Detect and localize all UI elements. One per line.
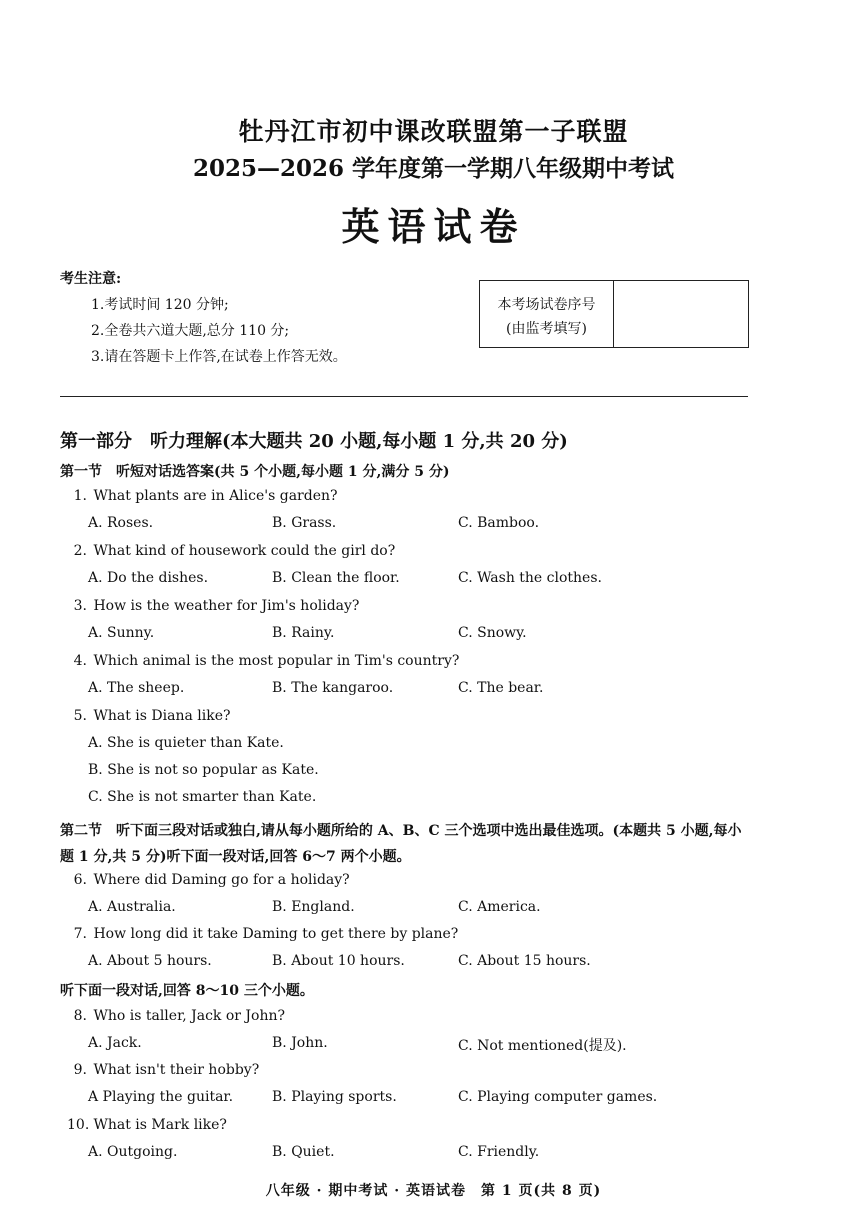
option-a[interactable]: A. Do the dishes. [88,570,209,586]
option-c[interactable]: C. Bamboo. [458,515,540,531]
option-b[interactable]: B. Quiet. [272,1144,335,1160]
question-number: 8. [73,1008,87,1024]
question-number: 2. [73,543,87,559]
option-c[interactable]: C. About 15 hours. [458,953,591,969]
question-number: 10. [67,1117,90,1133]
question-text: How long did it take Daming to get there by plane? [93,926,459,942]
seat-label-line2: (由监考填写) [506,321,587,337]
option-b[interactable]: B. John. [272,1035,328,1051]
question-number: 4. [73,653,87,669]
question-7 [67,926,458,942]
option-c[interactable]: C. Snowy. [458,625,527,641]
section2-heading: 第二节 听下面三段对话或独白,请从每小题所给的 A、B、C 三个选项中选出最佳选项。(本题共 5 小题,每小题 1 分,共 5 分)听下面一段对话,回答 6～7 两个小题。 [60,823,742,865]
option-c[interactable]: C. The bear. [458,680,544,696]
question-10 [67,1117,227,1133]
seat-number-box [479,280,749,348]
seat-number-field[interactable] [614,281,748,347]
question-2 [67,543,395,559]
question-text: Where did Daming go for a holiday? [93,872,350,888]
notice-heading: 考生注意: [60,271,122,287]
seat-label-line1: 本考场试卷序号 [497,297,596,313]
question-text: What is Diana like? [93,708,231,724]
seat-number-label [480,281,614,347]
question-number: 7. [73,926,87,942]
option-b[interactable]: B. Rainy. [272,625,335,641]
option-a[interactable]: A. The sheep. [88,680,185,696]
option-c[interactable]: C. America. [458,899,541,915]
option-a[interactable]: A. Jack. [88,1035,142,1051]
option-a[interactable]: A. Outgoing. [88,1144,178,1160]
option-a[interactable]: A. Australia. [88,899,176,915]
page-footer: 八年级 · 期中考试 · 英语试卷 第 1 页(共 8 页) [265,1183,602,1199]
question-text: Which animal is the most popular in Tim's country? [93,653,460,669]
option-a[interactable]: A. About 5 hours. [88,953,212,969]
option-b[interactable]: B. The kangaroo. [272,680,394,696]
option-a[interactable]: A. She is quieter than Kate. [88,735,284,751]
subject-title: 英语试卷 [341,204,526,249]
question-text: Who is taller, Jack or John? [93,1008,286,1024]
notice-item-answer-sheet: 3.请在答题卡上作答,在试卷上作答无效。 [91,349,347,365]
option-a[interactable]: A Playing the guitar. [88,1089,234,1105]
notice-item-score: 2.全卷共六道大题,总分 110 分; [91,323,290,339]
exam-organizer-title: 牡丹江市初中课改联盟第一子联盟 [238,117,629,146]
option-b[interactable]: B. About 10 hours. [272,953,405,969]
question-5 [67,708,231,724]
question-number: 9. [73,1062,87,1078]
question-1 [67,488,338,504]
question-text: What plants are in Alice's garden? [93,488,338,504]
question-6 [67,872,350,888]
option-c[interactable]: C. Playing computer games. [458,1089,658,1105]
question-9 [67,1062,259,1078]
question-text: What is Mark like? [93,1117,227,1133]
option-c[interactable]: C. She is not smarter than Kate. [88,789,317,805]
question-text: What isn't their hobby? [93,1062,260,1078]
option-c[interactable]: C. Not mentioned(提及). [458,1038,627,1054]
question-3 [67,598,359,614]
option-a[interactable]: A. Roses. [88,515,154,531]
question-4 [67,653,459,669]
notice-item-time: 1.考试时间 120 分钟; [91,297,229,313]
question-text: How is the weather for Jim's holiday? [93,598,360,614]
exam-term-title: 2025—2026 学年度第一学期八年级期中考试 [192,155,675,182]
question-number: 1. [73,488,87,504]
section1-heading: 第一节 听短对话选答案(共 5 个小题,每小题 1 分,满分 5 分) [60,464,450,480]
question-number: 3. [73,598,87,614]
question-number: 6. [73,872,87,888]
option-b[interactable]: B. Clean the floor. [272,570,400,586]
option-b[interactable]: B. Playing sports. [272,1089,397,1105]
question-text: What kind of housework could the girl do? [93,543,396,559]
option-b[interactable]: B. England. [272,899,355,915]
part1-heading: 第一部分 听力理解(本大题共 20 小题,每小题 1 分,共 20 分) [60,431,568,452]
subsection-heading-8-10: 听下面一段对话,回答 8～10 三个小题。 [60,983,314,999]
question-number: 5. [73,708,87,724]
header-divider [60,396,748,397]
option-a[interactable]: A. Sunny. [88,625,155,641]
question-8 [67,1008,285,1024]
option-c[interactable]: C. Friendly. [458,1144,540,1160]
option-b[interactable]: B. Grass. [272,515,337,531]
option-b[interactable]: B. She is not so popular as Kate. [88,762,319,778]
option-c[interactable]: C. Wash the clothes. [458,570,602,586]
